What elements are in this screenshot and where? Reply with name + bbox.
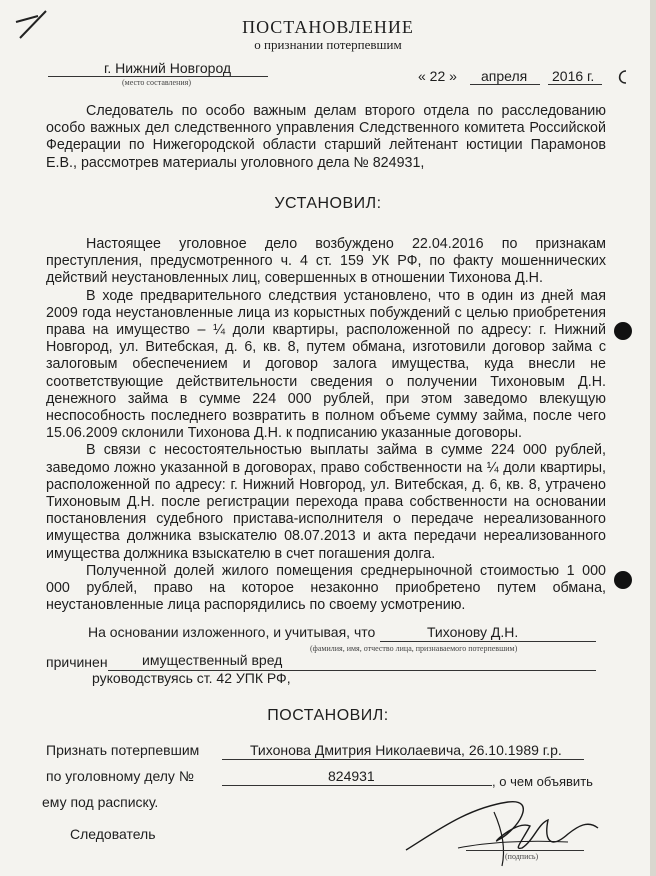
announce-text: , о чем объявить (492, 774, 593, 789)
caused-value: имущественный вред (142, 652, 283, 668)
hole-punch-top (614, 322, 632, 340)
date-year: 2016 г. (552, 68, 595, 84)
signature-image (398, 790, 608, 870)
heading-resolved: ПОСТАНОВИЛ: (267, 707, 389, 724)
caused-label: причинен (46, 654, 108, 670)
victim-name-dative: Тихонову Д.Н. (427, 624, 519, 640)
hole-punch-bottom (614, 571, 632, 589)
case-label: по уголовному делу № (46, 768, 194, 784)
document-title: ПОСТАНОВЛЕНИЕ (242, 17, 414, 37)
binding-mark-icon (614, 68, 630, 86)
paragraph-1: Настоящее уголовное дело возбуждено 22.04.2016 по признакам преступления, предусмотренного ч. 4 ст. 159 УК РФ, по факту мошеннических действий неустановленных лиц, совершенных в отношении Тихонова Д.Н. (46, 236, 606, 287)
basis-text: На основании изложенного, и учитывая, что (88, 624, 376, 640)
intro-text: Следователь по особо важным делам второго отдела по расследованию особо важных дел следственного управления Следственного комитета Российской Федерации по Нижегородской области старший лейтенант юстиции Парамонов Е.В., рассмотрев материалы уголовного дела № 824931, (46, 103, 606, 171)
receipt-text: ему под расписку. (42, 794, 159, 810)
case-number: 824931 (328, 768, 375, 784)
recognize-label: Признать потерпевшим (46, 742, 200, 758)
signature-label: Следователь (70, 826, 156, 842)
paragraph-4: Полученной долей жилого помещения среднерыночной стоимостью 1 000 000 рублей, право на которое незаконно приобретено путем обмана, неустановленные лица распорядились по своему усмотрению. (46, 562, 606, 614)
case-underline (222, 785, 492, 786)
city-hint: (место составления) (122, 78, 191, 87)
date-day: « 22 » (418, 68, 457, 84)
body-paragraphs (46, 236, 606, 614)
scan-edge (650, 0, 656, 876)
heading-established: УСТАНОВИЛ: (274, 195, 382, 212)
paragraph-2: В ходе предварительного следствия установлено, что в один из дней мая 2009 года неустановленные лица из корыстных побуждений с целью приобретения права на имущество – ¼ доли квартиры, расположенной по адресу: г. Нижний Новгород, ул. Витебская, д. 6, кв. 8, путем обмана, изготовили договор займа с залоговым обеспечением и договор залога имущества, куда внесли не соответствующие действительности сведения о получении Тихоновым Д.Н. денежного займа в сумме 224 000 рублей, при этом заведомо влекущую неспособность последнего возвратить в полном объеме сумму займа, после чего 15.06.2009 склонили Тихонова Д.Н. к подписанию указанные договоры. (46, 287, 606, 442)
signature-hint: (подпись) (505, 852, 539, 861)
victim-name-underline (380, 641, 596, 642)
city-underline (48, 76, 268, 77)
intro-paragraph (46, 103, 606, 172)
document-subtitle: о признании потерпевшим (254, 37, 402, 52)
recognize-underline (222, 759, 584, 760)
guided-text: руководствуясь ст. 42 УПК РФ, (92, 670, 291, 686)
paragraph-3: В связи с несостоятельностью выплаты займа в сумме 224 000 рублей, заведомо ложно указанной в договорах, право собственности на ¼ доли квартиры, расположенной по адресу: г. Нижний Новгород, ул. Витебская, д. 6, кв. 8, утрачено Тихоновым Д.Н. после регистрации перехода права собственности на основании постановления судебного пристава-исполнителя о передаче нереализованного имущества должника взыскателю 08.07.2013 и акта передачи нереализованного имущества должника взыскателю в счет погашения долга. (46, 442, 606, 562)
city: г. Нижний Новгород (104, 60, 232, 76)
month-underline (470, 84, 540, 85)
date-month: апреля (481, 68, 528, 84)
year-underline (548, 84, 602, 85)
victim-name-hint: (фамилия, имя, отчество лица, признаваемого потерпевшим) (310, 644, 518, 653)
signature-underline (466, 850, 584, 851)
recognize-value: Тихонова Дмитрия Николаевича, 26.10.1989 г.р. (250, 742, 562, 758)
